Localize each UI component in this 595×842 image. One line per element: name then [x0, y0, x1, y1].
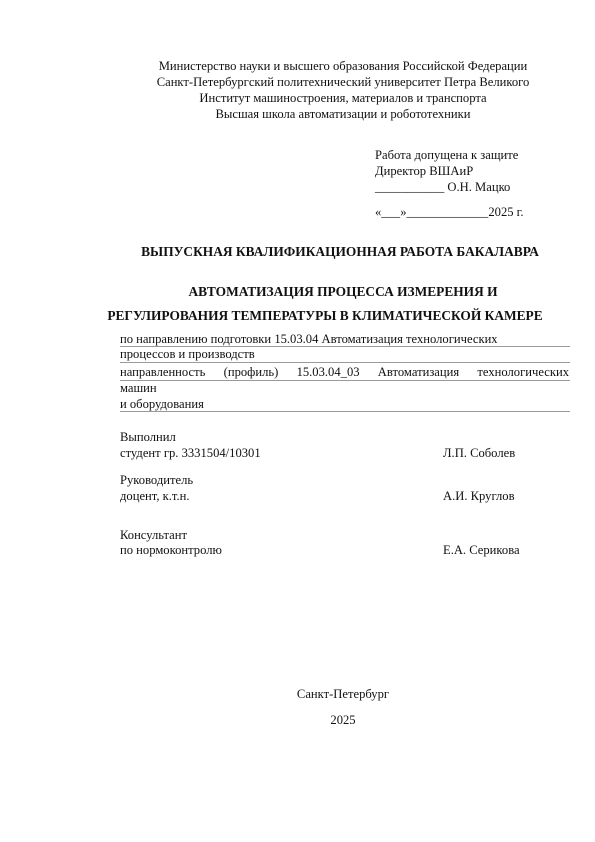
- university-line: Санкт-Петербургский политехнический университет Петра Великого: [156, 75, 530, 89]
- supervisor-name: А.И. Круглов: [443, 489, 515, 503]
- profile-underline-1: [120, 380, 570, 381]
- approval-date-line: «___»_____________2025 г.: [375, 205, 524, 219]
- student-name: Л.П. Соболев: [443, 446, 516, 460]
- approval-signature-line: ___________ О.Н. Мацко: [375, 180, 511, 194]
- supervisor-position: доцент, к.т.н.: [120, 489, 190, 503]
- direction-line-1: по направлению подготовки 15.03.04 Автоматизация технологических: [120, 332, 498, 346]
- consultant-role: Консультант: [120, 528, 188, 542]
- profile-line-1: направленность (профиль) 15.03.04_03 Автоматизация технологических: [120, 365, 569, 379]
- direction-underline-2: [120, 362, 570, 363]
- approval-director: Директор ВШАиР: [375, 164, 474, 178]
- thesis-title-line-1: АВТОМАТИЗАЦИЯ ПРОЦЕССА ИЗМЕРЕНИЯ И: [188, 284, 498, 299]
- approval-admitted: Работа допущена к защите: [375, 148, 519, 162]
- consultant-name: Е.А. Серикова: [443, 543, 520, 557]
- school-line: Высшая школа автоматизации и робототехники: [215, 107, 471, 121]
- footer-year: 2025: [330, 713, 356, 727]
- student-role: Выполнил: [120, 430, 176, 444]
- consultant-area: по нормоконтролю: [120, 543, 222, 557]
- profile-line-3: и оборудования: [120, 397, 204, 411]
- profile-line-2: машин: [120, 381, 157, 395]
- footer-city: Санкт-Петербург: [296, 687, 390, 701]
- direction-line-2: процессов и производств: [120, 347, 255, 361]
- profile-underline-3: [120, 411, 570, 412]
- ministry-line: Министерство науки и высшего образования Российской Федерации: [158, 59, 528, 73]
- work-type-heading: ВЫПУСКНАЯ КВАЛИФИКАЦИОННАЯ РАБОТА БАКАЛАВРА: [141, 244, 539, 259]
- thesis-title-line-2: РЕГУЛИРОВАНИЯ ТЕМПЕРАТУРЫ В КЛИМАТИЧЕСКОЙ КАМЕРЕ: [107, 308, 543, 323]
- student-group: студент гр. 3331504/10301: [120, 446, 261, 460]
- institute-line: Институт машиностроения, материалов и транспорта: [199, 91, 487, 105]
- supervisor-role: Руководитель: [120, 473, 194, 487]
